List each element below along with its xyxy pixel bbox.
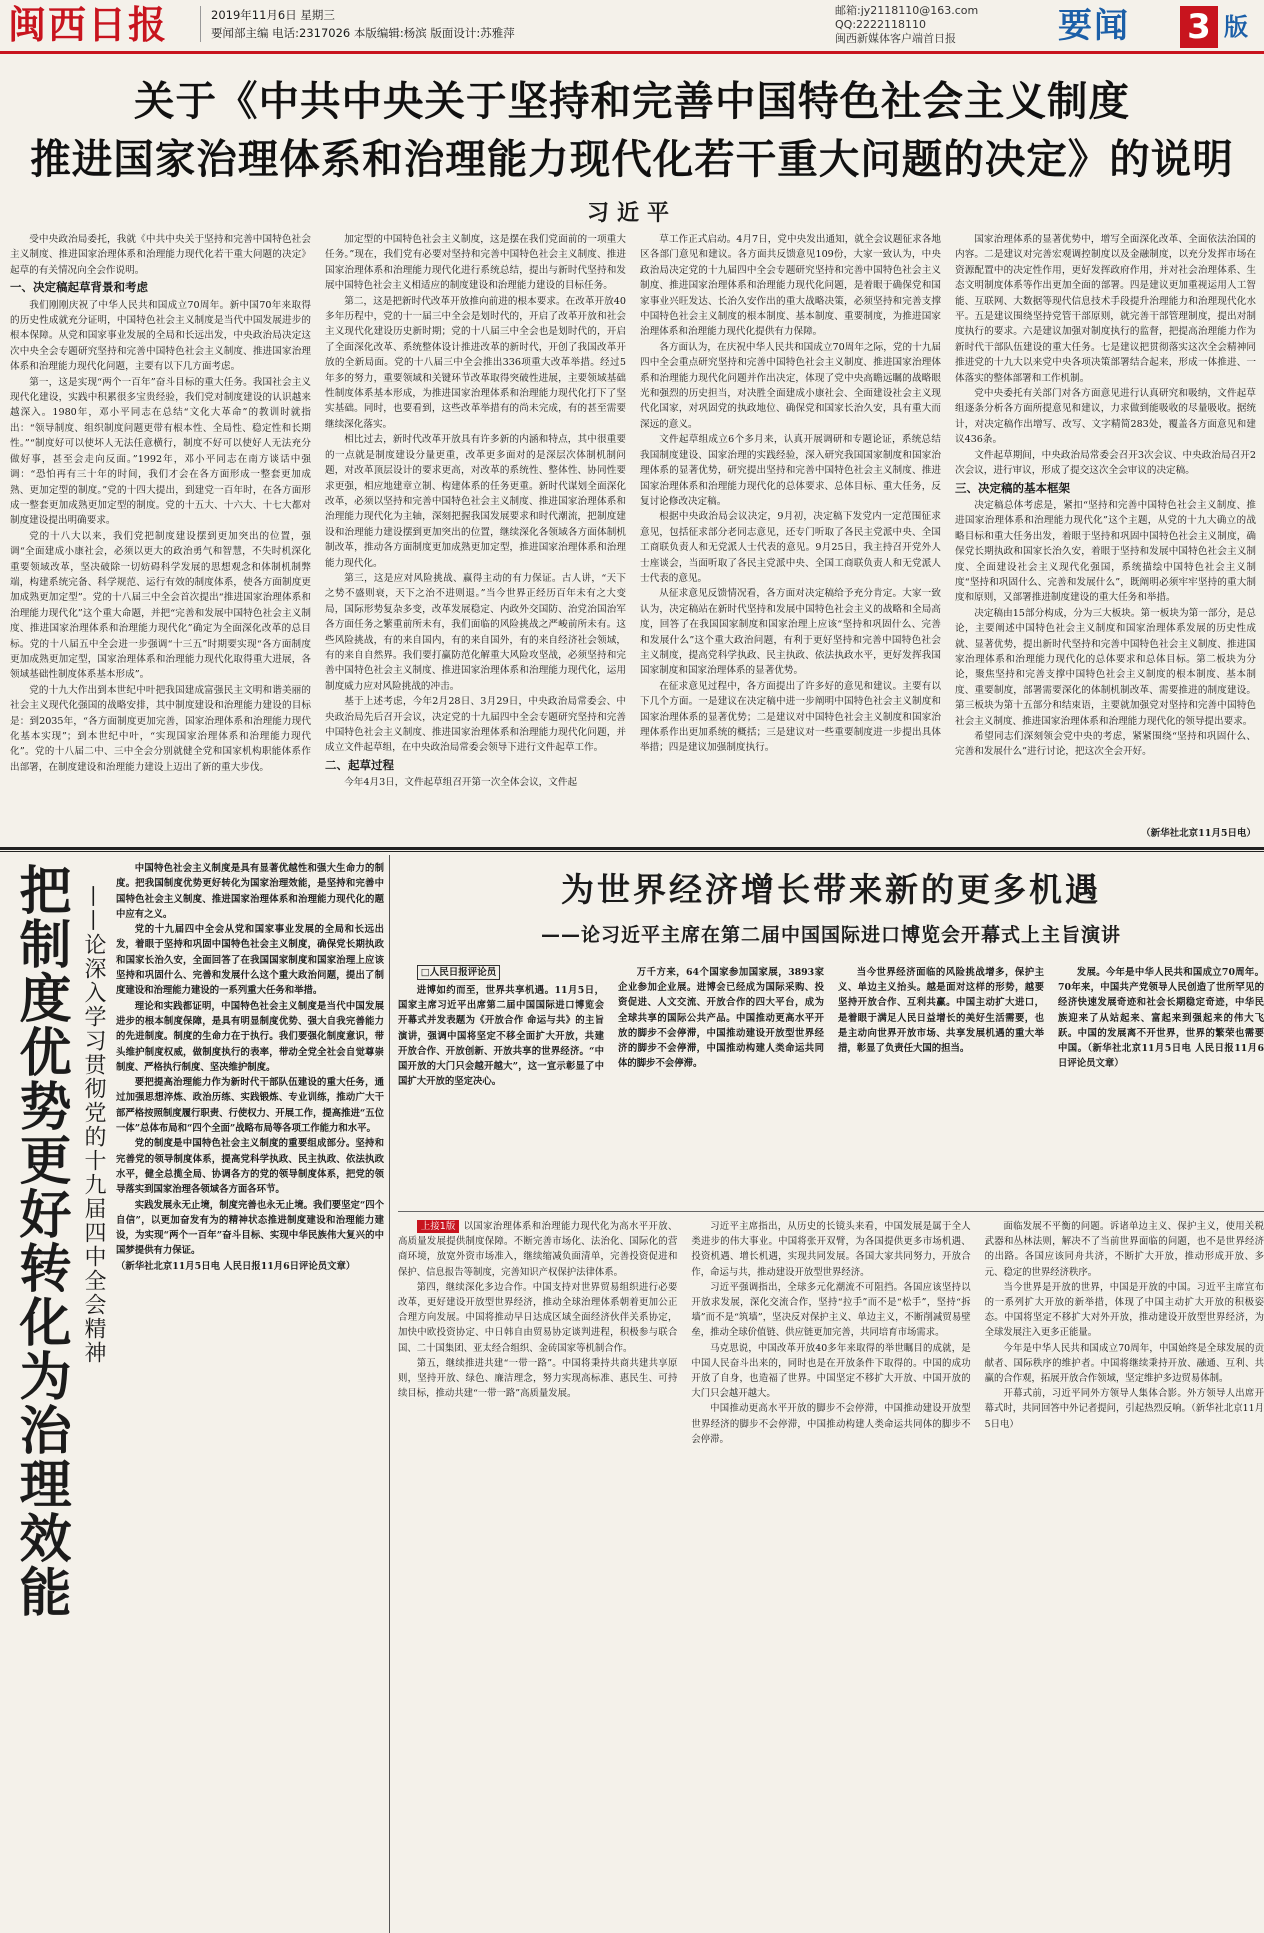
issue-date: 2019年11月6日 星期三 xyxy=(211,8,335,22)
continued-column-1 xyxy=(398,1219,677,1933)
lead-byline: 习近平 xyxy=(586,201,677,226)
paragraph: 在征求意见过程中，各方面提出了许多好的意见和建议。主要有以下几个方面。一是建议在决定稿中进一步阐明中国特色社会主义制度和国家治理体系的显著优势；二是建议对中国特色社会主义制度和国家治理体系作出更加系统的概括；三是建议对一些重要制度进一步提出具体举措；四是建议加强制度执行。 xyxy=(640,680,941,754)
expo-title: 为世界经济增长带来新的更多机遇 xyxy=(561,870,1101,909)
paragraph: 第一，这是实现“两个一百年”奋斗目标的重大任务。我国社会主义现代化建设，实践中积累很多宝贵经验，我们党对制度建设的认识越来越深入。1980年，邓小平同志在总结“文化大革命”的教训时就指出：“领导制度、组织制度问题更带有根本性、全局性、稳定性和长期性。”“制度好可以使坏人无法任意横行，制度不好可以使好人无法充分做好事，甚至会走向反面。”1992年，邓小平同志在南方谈话中强调：“恐怕再有三十年的时间，我们才会在各方面形成一整套更加成熟、更加定型的制度。”党的十四大提出，到建党一百年时，在各方面形成一整套更加成熟更加定型的制度。党的十五大、十六大、十七大都对制度建设提出明确要求。 xyxy=(10,376,311,527)
paragraph: 当今世界是开放的世界，中国是开放的中国。习近平主席宣布的一系列扩大开放的新举措，体现了中国主动扩大开放的积极姿态。中国将坚定不移扩大对外开放，推动建设开放型世界经济，为全球发展注入更多正能量。 xyxy=(984,1281,1264,1339)
expo-column-1 xyxy=(398,965,604,1205)
paragraph: 从征求意见反馈情况看，各方面对决定稿给予充分肯定。大家一致认为，决定稿站在新时代坚持和发展中国特色社会主义的战略和全局高度，回答了在我国国家制度和国家治理上应该“坚持和巩固什么、完善和发展什么”这个重大政治问题，有利于更好坚持和完善中国特色社会主义制度，提高党科学执政、民主执政、依法执政水平，更好发挥我国国家制度和国家治理体系的显著优势。 xyxy=(640,588,941,677)
paragraph: 第五，继续推进共建“一带一路”。中国将秉持共商共建共享原则，坚持开放、绿色、廉洁理念，努力实现高标准、惠民生、可持续目标，推动共建“一带一路”高质量发展。 xyxy=(398,1357,678,1400)
expo-column-4 xyxy=(1058,965,1264,1205)
expo-article xyxy=(398,855,1264,1933)
paragraph: 中国推动更高水平开放的脚步不会停滞，中国推动建设开放型世界经济的脚步不会停滞，中国推动构建人类命运共同体的脚步不会停滞。 xyxy=(691,1403,971,1445)
expo-column-2 xyxy=(618,965,824,1205)
paragraph: 面临发展不平衡的问题。诉诸单边主义、保护主义，使用关税武器和丛林法则，解决不了当前世界面临的问题，也不是世界经济的出路。各国应该同舟共济，不断扩大开放，推动形成开放、多元、稳定的世界经济秩序。 xyxy=(984,1221,1264,1278)
paragraph: 党中央委托有关部门对各方面意见进行认真研究和吸纳，文件起草组逐条分析各方面所提意见和建议，力求做到能吸收的尽量吸收。据统计，对决定稿作出增写、改写、文字精简283处，覆盖各方面意见和建议436条。 xyxy=(955,388,1256,446)
expo-body-top xyxy=(398,965,1264,1205)
paragraph: 希望同志们深刻领会党中央的考虑，紧紧围绕“坚持和巩固什么、完善和发展什么”进行讨论，把这次全会开好。 xyxy=(955,731,1256,758)
paragraph: 各方面认为，在庆祝中华人民共和国成立70周年之际，党的十九届四中全会重点研究坚持和完善中国特色社会主义制度、推进国家治理体系和治理能力现代化问题并作出决定，体现了党中央高瞻远瞩的战略眼光和强烈的历史担当，对决胜全面建成小康社会、全面建设社会主义现代化国家，对巩固党的执政地位、确保党和国家长治久安，具有重大而深远的意义。 xyxy=(640,341,941,430)
paragraph: 发展。今年是中华人民共和国成立70周年。70年来，中国共产党领导人民创造了世所罕见的经济快速发展奇迹和社会长期稳定奇迹，中华民族迎来了从站起来、富起来到强起来的伟大飞跃。中国的发展离不开世界，世界的繁荣也需要中国。（新华社北京11月5日电 人民日报11月6日评论员文章） xyxy=(1058,967,1264,1070)
paragraph: 国家治理体系的显著优势中，增写全面深化改革、全面依法治国的内容。二是建议对完善宏观调控制度以及金融制度，以充分发挥市场在资源配置中的决定性作用，更好发挥政府作用，并对社会治理体系、生态文明制度体系等作出更加全面的部署。四是建议更加重视运用人工智能、互联网、大数据等现代信息技术手段提升治理能力和治理现代化水平。五是建议围绕坚持党管干部原则，就完善干部管理制度，提出对制度执行的要求。六是建议加强对制度执行的监督，把提高治理能力作为新时代干部队伍建设的重大任务。七是建议把贯彻落实这次全会精神同推进党的十九大以来党中央各项决策部署结合起来，形成一体推进、一体落实的整体部署和工作机制。 xyxy=(955,234,1256,384)
section-name: 要闻 xyxy=(1058,6,1130,46)
source-tag: □人民日报评论员 xyxy=(417,965,500,980)
lead-column-3 xyxy=(640,232,941,832)
contact-info xyxy=(835,4,1015,46)
commentary-credit: （新华社北京11月5日电 人民日报11月6日评论员文章） xyxy=(116,1260,356,1272)
section-heading: 二、起草过程 xyxy=(325,757,394,772)
paragraph: 党的十九大作出到本世纪中叶把我国建成富强民主文明和谐美丽的社会主义现代化强国的战略安排，其中制度建设和治理能力建设的目标是：到2035年，“各方面制度更加完善，国家治理体系和治理能力现代化基本实现”；到本世纪中叶，“实现国家治理体系和治理能力现代化”。党的十八届二中、三中全会分别就健全党和国家机构职能体系作出部署，在制度建设和治理能力建设上迈出了新的重大步伐。 xyxy=(10,684,311,773)
paragraph: 第三，这是应对风险挑战、赢得主动的有力保证。古人讲，“天下之势不盛则衰，天下之治不进则退。”当今世界正经历百年未有之大变局，国际形势复杂多变，改革发展稳定、内政外交国防、治党治国治军各方面任务之繁重前所未有，我们面临的风险挑战之严峻前所未有。这些风险挑战，有的来自国内，有的来自国外，有的来自经济社会领域，有的来自自然界。我们要打赢防范化解重大风险攻坚战，必须坚持和完善中国特色社会主义制度、推进国家治理体系和治理能力现代化，运用制度威力应对风险挑战的冲击。 xyxy=(325,572,626,692)
paragraph: 文件起草期间，中央政治局常委会召开3次会议、中央政治局召开2次会议，进行审议，形成了提交这次全会审议的决定稿。 xyxy=(955,449,1256,477)
issue-info xyxy=(200,6,530,42)
paragraph: 相比过去，新时代改革开放具有许多新的内涵和特点，其中很重要的一点就是制度建设分量更重，改革更多面对的是深层次体制机制问题，对改革顶层设计的要求更高，对改革的系统性、整体性、协同性要求更强，相应地建章立制、构建体系的任务更重。新时代谋划全面深化改革，必须以坚持和完善中国特色社会主义制度、推进国家治理体系和治理能力现代化为主轴，深刻把握我国发展要求和时代潮流，把制度建设和治理能力建设摆到更加突出的位置，继续深化各领域各方面体制机制改革，推动各方面制度更加成熟更加定型，推进国家治理体系和治理能力现代化。 xyxy=(325,434,626,569)
paragraph: 理论和实践都证明，中国特色社会主义制度是当代中国发展进步的根本制度保障，是具有明显制度优势、强大自我完善能力的先进制度。制度的生命力在于执行。我们要强化制度意识，带头维护制度权威，做制度执行的表率，带动全党全社会自觉尊崇制度、严格执行制度、坚决维护制度。 xyxy=(116,1000,384,1073)
lead-column-1 xyxy=(10,232,311,832)
newspaper-logo: 闽西日报 xyxy=(8,2,169,47)
lead-column-2 xyxy=(325,232,626,832)
expo-body-bottom xyxy=(398,1219,1264,1933)
commentary-article xyxy=(0,855,390,1933)
continued-column-3 xyxy=(985,1219,1264,1933)
section-divider-thin xyxy=(0,851,1264,852)
expo-column-3 xyxy=(838,965,1044,1205)
paragraph: 第二，这是把新时代改革开放推向前进的根本要求。在改革开放40多年历程中，党的十一届三中全会是划时代的，开启了改革开放和社会主义现代化建设历史新时期；党的十八届三中全会也是划时代的，开启了全面深化改革、系统整体设计推进改革的新时代，开创了我国改革开放的全新局面。党的十八届三中全会推出336项重大改革举措。经过5年多的努力，重要领域和关键环节改革取得突破性进展，主要领域基础性制度体系基本形成，为推进国家治理体系和治理能力现代化打下了坚实基础。同时，也要看到，这些改革举措有的尚未完成，有的甚至需要继续深化落实。 xyxy=(325,295,626,430)
paragraph: 今年4月3日，文件起草组召开第一次全体会议，文件起 xyxy=(344,777,578,789)
commentary-subtitle: ——论深入学习贯彻党的十九届四中全会精神 xyxy=(81,885,106,1365)
paragraph: 受中央政治局委托，我就《中共中央关于坚持和完善中国特色社会主义制度、推进国家治理体系和治理能力现代化若干重大问题的决定》起草的有关情况向全会作说明。 xyxy=(10,234,311,276)
paragraph-text: 以国家治理体系和治理能力现代化为高水平开放、高质量发展提供制度保障。不断完善市场化、法治化、国际化的营商环境，放宽外资市场准入，继续缩减负面清单，完善投资促进和保护、信息报告等制度，完善知识产权保护法律体系。 xyxy=(398,1221,678,1278)
paragraph: 中国特色社会主义制度是具有显著优越性和强大生命力的制度。把我国制度优势更好转化为国家治理效能，是坚持和完善中国特色社会主义制度、推进国家治理体系和治理能力现代化的题中应有之义。 xyxy=(116,863,384,920)
section-heading: 一、决定稿起草背景和考虑 xyxy=(10,280,148,295)
paragraph: 马克思说，中国改革开放40多年来取得的举世瞩目的成就，是中国人民奋斗出来的，同时也是在开放条件下取得的。中国的成功开放了自身，也造福了世界。中国坚定不移扩大开放、中国开放的大门只会越开越大。 xyxy=(691,1342,971,1400)
paragraph: 今年是中华人民共和国成立70周年，中国始终是全球发展的贡献者、国际秩序的维护者。中国将继续秉持开放、融通、互利、共赢的合作观，拓展开放合作领域，坚定维护多边贸易体制。 xyxy=(984,1342,1264,1385)
paragraph: 进博如约而至，世界共享机遇。11月5日，国家主席习近平出席第二届中国国际进口博览会开幕式并发表题为《开放合作 命运与共》的主旨演讲，强调中国将坚定不移全面扩大开放，共建开放合作、开放创新、开放共享的世界经济。“中国开放的大门只会越开越大”，这一宣示彰显了中国扩大开放的坚定决心。 xyxy=(398,985,604,1088)
paragraph: 要把提高治理能力作为新时代干部队伍建设的重大任务，通过加强思想淬炼、政治历练、实践锻炼、专业训练，推动广大干部严格按照制度履行职责、行使权力、开展工作，提高推进“五位一体”总体布局和“四个全面”战略布局等各项工作能力和水平。 xyxy=(116,1077,384,1135)
expo-subtitle: ——论习近平主席在第二届中国国际进口博览会开幕式上主旨演讲 xyxy=(540,924,1121,946)
headline-line-2: 推进国家治理体系和治理能力现代化若干重大问题的决定》的说明 xyxy=(30,135,1234,183)
paragraph: 决定稿由15部分构成，分为三大板块。第一板块为第一部分，是总论，主要阐述中国特色社会主义制度和国家治理体系发展的历史性成就、显著优势，提出新时代坚持和完善中国特色社会主义制度、推进国家治理体系和治理能力现代化的总体要求和总体目标。第二板块为分论，聚焦坚持和完善支撑中国特色社会主义制度的根本制度、基本制度、重要制度，部署需要深化的体制机制改革、需要推进的制度建设。第三板块为第十五部分和结束语，主要就加强党对坚持和完善中国特色社会主义制度、推进国家治理体系和治理能力现代化的领导提出要求。 xyxy=(955,607,1256,727)
paragraph: 草工作正式启动。4月7日，党中央发出通知，就全会议题征求各地区各部门意见和建议。各方面共反馈意见109份，大家一致认为，中央政治局决定党的十九届四中全会专题研究坚持和完善中国特色社会主义制度、推进国家治理体系和治理能力现代化问题，是着眼于确保党和国家事业兴旺发达、长治久安作出的重大战略决策，必须坚持和完善支撑中国特色社会主义制度的根本制度、基本制度、重要制度，为推进国家治理体系和治理能力现代化提供有力保障。 xyxy=(640,234,941,338)
paragraph xyxy=(398,1219,677,1280)
section-heading: 三、决定稿的基本框架 xyxy=(955,480,1070,495)
paragraph: 万千方来，64个国家参加国家展，3893家企业参加企业展。进博会已经成为国际采购、投资促进、人文交流、开放合作的四大平台，成为全球共享的国际公共产品。中国推动更高水平开放的脚步不会停滞，中国推动建设开放型世界经济的脚步不会停滞，中国推动构建人类命运共同体的脚步不会停滞。 xyxy=(618,967,824,1070)
paragraph: 根据中央政治局会议决定，9月初，决定稿下发党内一定范围征求意见，包括征求部分老同志意见，还专门听取了各民主党派中央、全国工商联负责人和无党派人士代表的意见。9月25日，我主持召开党外人士座谈会，当面听取了各民主党派中央、全国工商联负责人和无党派人士代表的意见。 xyxy=(640,511,941,584)
lead-body xyxy=(10,232,1256,832)
paragraph: 当今世界经济面临的风险挑战增多，保护主义、单边主义抬头。越是面对这样的形势，越要坚持开放合作、互利共赢。中国主动扩大进口，是着眼于满足人民日益增长的美好生活需要，也是主动向世界开放市场、共享发展机遇的重大举措，彰显了负责任大国的担当。 xyxy=(838,967,1044,1055)
paragraph: 党的制度是中国特色社会主义制度的重要组成部分。坚持和完善党的领导制度体系，提高党科学执政、民主执政、依法执政水平，健全总揽全局、协调各方的党的领导制度体系，把党的领导落实到国家治理各领域各方面各环节。 xyxy=(116,1138,384,1196)
commentary-title: 把制度优势更好转化为治理效能 xyxy=(10,863,70,1619)
paragraph: 基于上述考虑，今年2月28日、3月29日，中央政治局常委会、中央政治局先后召开会议，决定党的十九届四中全会专题研究坚持和完善中国特色社会主义制度、推进国家治理体系和治理能力现代化问题，并成立文件起草组，在中央政治局常委会领导下进行文件起草工作。 xyxy=(325,696,626,754)
continued-tag: 上接1版 xyxy=(417,1220,460,1233)
paragraph: 第四，继续深化多边合作。中国支持对世界贸易组织进行必要改革，更好建设开放型世界经济，推动全球治理体系朝着更加公正合理方向发展。中国将推动早日达成区域全面经济伙伴关系协定，加快中欧投资协定、中日韩自由贸易协定谈判进程，积极参与联合国、二十国集团、亚太经合组织、金砖国家等机制合作。 xyxy=(398,1281,678,1354)
section-divider xyxy=(0,847,1264,850)
headline-line-1: 关于《中共中央关于坚持和完善中国特色社会主义制度 xyxy=(134,77,1130,125)
paragraph: 习近平主席指出，从历史的长镜头来看，中国发展是属于全人类进步的伟大事业。中国将张开双臂，为各国提供更多市场机遇、投资机遇、增长机遇，实现共同发展。各国大家共同努力，开放合作，命运与共，推动建设开放型世界经济。 xyxy=(691,1221,971,1278)
paragraph: 我们刚刚庆祝了中华人民共和国成立70周年。新中国70年来取得的历史性成就充分证明，中国特色社会主义制度是当代中国发展进步的根本保障。从党和国家事业发展的全局和长远出发，中央政治局决定这次中央全会专题研究坚持和完善中国特色社会主义制度、推进国家治理体系和治理能力现代化问题，主要有以下几方面考虑。 xyxy=(10,299,311,373)
page-suffix: 版 xyxy=(1224,13,1248,41)
new-media-text: 闽西新媒体客户端首日报 xyxy=(835,32,956,45)
paragraph: 实践发展永无止境，制度完善也永无止境。我们要坚定“四个自信”，以更加奋发有为的精神状态推进制度建设和治理能力建设，为实现“两个一百年”奋斗目标、实现中华民族伟大复兴的中国梦提供有力保证。 xyxy=(116,1199,384,1257)
paragraph: 加定型的中国特色社会主义制度，这是摆在我们党面前的一项重大任务。”现在，我们党有必要对坚持和完善中国特色社会主义制度、推进国家治理体系和治理能力现代化进行系统总结，提出与新时代坚持和发展中国特色社会主义相适应的制度建设和治理能力建设的目标任务。 xyxy=(325,234,626,292)
paragraph: 文件起草组成立6个多月来，认真开展调研和专题论证，系统总结我国制度建设、国家治理的实践经验，深入研究我国国家制度和国家治理体系的显著优势，研究提出坚持和完善中国特色社会主义制度、推进国家治理体系和治理能力现代化的总体要求、总体目标、重大任务，反复讨论修改决定稿。 xyxy=(640,434,941,507)
commentary-body xyxy=(116,861,384,1921)
lead-headline xyxy=(10,72,1254,188)
paragraph: 开幕式前，习近平同外方领导人集体合影。外方领导人出席开幕式时，共同回答中外记者提问，引起热烈反响。（新华社北京11月5日电） xyxy=(984,1388,1264,1430)
email-text: 邮箱:jy2118110@163.com xyxy=(835,4,979,17)
lead-credit: （新华社北京11月5日电） xyxy=(1141,828,1256,839)
paragraph: 习近平强调指出，全球多元化潮流不可阻挡。各国应该坚持以开放求发展，深化交流合作，坚持“拉手”而不是“松手”，坚持“拆墙”而不是“筑墙”，坚决反对保护主义、单边主义，不断削减贸易壁垒，推动全球价值链、供应链更加完善，共同培育市场需求。 xyxy=(691,1281,971,1339)
editors-line: 要闻部主编 电话:2317026 本版编辑:杨滨 版面设计:苏雅萍 xyxy=(211,26,515,40)
lead-column-4 xyxy=(955,232,1256,832)
continued-column-2 xyxy=(691,1219,970,1933)
paragraph: 党的十九届四中全会从党和国家事业发展的全局和长远出发，着眼于坚持和巩固中国特色社会主义制度，确保党长期执政和国家长治久安，全面回答了在我国国家制度和国家治理上应该坚持和巩固什么、完善和发展什么这个重大政治问题，提出了制度建设和治理能力建设的一系列重大任务和举措。 xyxy=(116,924,384,997)
paragraph: 党的十八大以来，我们党把制度建设摆到更加突出的位置，强调“全面建成小康社会，必须以更大的政治勇气和智慧，不失时机深化重要领域改革，坚决破除一切妨碍科学发展的思想观念和体制机制弊端，构建系统完备、科学规范、运行有效的制度体系，使各方面制度更加成熟更加定型”。党的十八届三中全会首次提出“推进国家治理体系和治理能力现代化”这个重大命题，并把“完善和发展中国特色社会主义制度、推进国家治理体系和治理能力现代化”确定为全面深化改革的总目标。党的十八届五中全会进一步强调“十三五”时期要实现“各方面制度更加成熟更加定型，国家治理体系和治理能力现代化取得重大进展，各领域基础性制度体系基本形成”。 xyxy=(10,530,311,681)
qq-text: QQ:2222118110 xyxy=(835,18,927,31)
masthead xyxy=(0,0,1264,54)
story-rule xyxy=(398,1211,1264,1212)
paragraph: 决定稿总体考虑是，紧扣“坚持和完善中国特色社会主义制度、推进国家治理体系和治理能力现代化”这个主题，从党的十九大确立的战略目标和重大任务出发，着眼于坚持和巩固中国特色社会主义制度，确保党长期执政和国家长治久安，着眼于坚持和发展中国特色社会主义制度、全面建设社会主义现代化强国，系统描绘中国特色社会主义制度“坚持和巩固什么、完善和发展什么”，既阐明必须牢牢坚持的重大制度和原则，又部署推进制度建设的重大任务和举措。 xyxy=(955,499,1256,604)
page-number-badge: 3 xyxy=(1180,6,1218,48)
